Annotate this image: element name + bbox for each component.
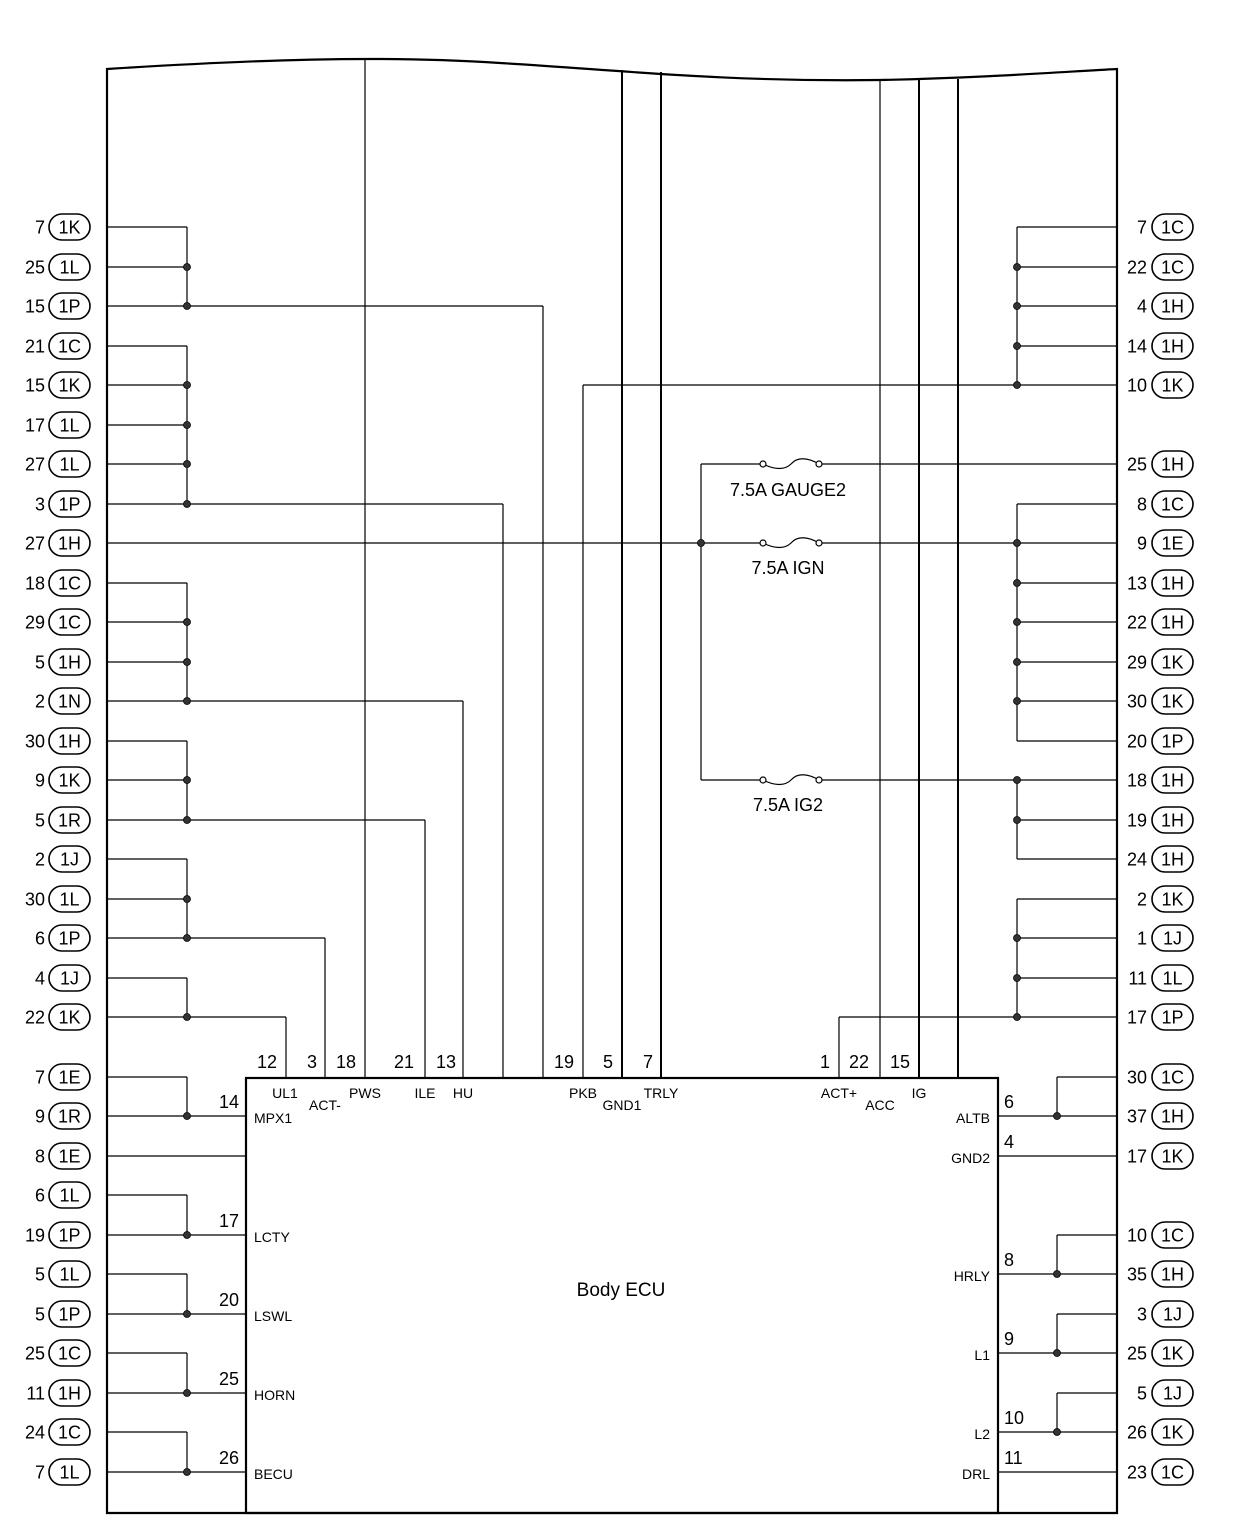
connector-pin-number: 17 (1126, 1146, 1147, 1167)
connector-id: 1L (59, 889, 80, 910)
right-connector (1137, 491, 1193, 517)
connector-id: 1J (1162, 928, 1183, 949)
left-connector (25, 333, 90, 359)
right-connector (1127, 451, 1193, 477)
ecu-terminal-name: MPX1 (254, 1110, 293, 1126)
right-connector (1137, 925, 1193, 951)
right-connector-labels (1127, 214, 1193, 1485)
left-connector (25, 1340, 90, 1366)
connector-pin-number: 27 (24, 533, 45, 554)
ecu-pin-number: 19 (553, 1052, 575, 1072)
right-connector (1127, 649, 1193, 675)
connector-pin-number: 25 (24, 1343, 45, 1364)
connector-id: 1C (1160, 1462, 1185, 1483)
left-connector (35, 1459, 90, 1485)
connector-id: 1K (1161, 652, 1184, 673)
connector-id: 1P (58, 1304, 81, 1325)
right-connector (1127, 807, 1193, 833)
left-connector (35, 925, 90, 951)
connector-id: 1L (59, 257, 80, 278)
left-connector (25, 530, 90, 556)
ecu-pin-number: 5 (602, 1052, 614, 1072)
ecu-terminal-name: LCTY (254, 1229, 290, 1245)
connector-id: 1H (1160, 770, 1185, 791)
connector-pin-number: 5 (34, 652, 45, 673)
ecu-pin-number: 1 (819, 1052, 831, 1072)
left-connector (25, 412, 90, 438)
connector-id: 1K (58, 1007, 81, 1028)
connector-id: 1H (1160, 336, 1185, 357)
connector-pin-number: 15 (24, 296, 45, 317)
ecu-pin-number: 15 (889, 1052, 911, 1072)
left-connector (25, 1419, 90, 1445)
connector-pin-number: 9 (1136, 533, 1147, 554)
left-connector-labels (25, 214, 90, 1485)
connector-pin-number: 8 (1136, 494, 1147, 515)
connector-id: 1P (58, 1225, 81, 1246)
connector-pin-number: 11 (1128, 968, 1147, 989)
connector-id: 1H (1160, 1264, 1185, 1285)
connector-pin-number: 18 (24, 573, 45, 594)
connector-pin-number: 7 (34, 217, 45, 238)
connector-id: 1L (59, 1264, 80, 1285)
left-connector (35, 965, 90, 991)
ecu-terminal-name: UL1 (272, 1085, 298, 1101)
connector-id: 1H (1160, 849, 1185, 870)
connector-id: 1K (58, 375, 81, 396)
connector-pin-number: 29 (24, 612, 45, 633)
connector-id: 1H (57, 652, 82, 673)
ecu-terminal-name: L1 (974, 1347, 990, 1363)
left-connector (35, 1143, 90, 1169)
connector-id: 1L (59, 1462, 80, 1483)
left-connector (35, 1301, 90, 1327)
connector-id: 1C (1160, 257, 1185, 278)
ecu-terminal-name: ALTB (956, 1110, 990, 1126)
right-connector (1127, 1103, 1193, 1129)
connector-pin-number: 9 (34, 770, 45, 791)
connector-pin-number: 22 (1126, 257, 1147, 278)
ecu-pin-number: 22 (848, 1052, 870, 1072)
ecu-terminal-name: ACC (865, 1097, 895, 1113)
ecu-pin-number: 26 (218, 1448, 239, 1468)
ecu-terminal-name: ACT- (309, 1097, 341, 1113)
right-connector (1127, 1222, 1193, 1248)
ecu-pin-number: 4 (1004, 1132, 1015, 1152)
connector-pin-number: 10 (1126, 375, 1147, 396)
connector-pin-number: 30 (1126, 1067, 1147, 1088)
right-connector (1137, 530, 1193, 556)
connector-id: 1L (59, 415, 80, 436)
ecu-pin-number: 7 (642, 1052, 654, 1072)
connector-pin-number: 7 (34, 1067, 45, 1088)
connector-pin-number: 25 (1126, 1343, 1147, 1364)
right-connector (1127, 1459, 1193, 1485)
connector-pin-number: 22 (1126, 612, 1147, 633)
connector-pin-number: 17 (1126, 1007, 1147, 1028)
connector-pin-number: 5 (34, 1304, 45, 1325)
connector-id: 1J (59, 849, 80, 870)
ecu-pin-number: 12 (256, 1052, 278, 1072)
connector-id: 1L (59, 454, 80, 475)
ecu-terminal-name: TRLY (643, 1085, 679, 1101)
connector-id: 1P (58, 928, 81, 949)
connector-pin-number: 17 (24, 415, 45, 436)
left-connector (35, 1261, 90, 1287)
connector-id: 1J (1162, 1304, 1183, 1325)
connector-pin-number: 2 (1136, 889, 1147, 910)
left-connector (35, 1103, 90, 1129)
connector-pin-number: 24 (24, 1422, 45, 1443)
connector-id: 1E (1161, 533, 1184, 554)
connector-pin-number: 5 (34, 1264, 45, 1285)
connector-id: 1C (1160, 1225, 1185, 1246)
ecu-name: Body ECU (576, 1280, 666, 1301)
left-connector (35, 767, 90, 793)
connector-pin-number: 2 (34, 849, 45, 870)
ecu-pin-number: 14 (218, 1092, 239, 1112)
left-connector (35, 491, 90, 517)
right-connector (1128, 965, 1193, 991)
connector-pin-number: 8 (34, 1146, 45, 1167)
left-connector (35, 688, 90, 714)
connector-pin-number: 4 (1136, 296, 1147, 317)
connector-id: 1K (1161, 691, 1184, 712)
connector-pin-number: 6 (34, 1185, 45, 1206)
connector-id: 1H (1160, 810, 1185, 831)
connector-id: 1K (1161, 1422, 1184, 1443)
ecu-pin-number: 11 (1004, 1448, 1023, 1468)
connector-pin-number: 10 (1126, 1225, 1147, 1246)
fuse-ign (751, 538, 824, 578)
left-connector (35, 1064, 90, 1090)
ecu-pin-number: 10 (1004, 1408, 1025, 1428)
left-connector (25, 1004, 90, 1030)
connector-pin-number: 23 (1126, 1462, 1147, 1483)
connector-pin-number: 5 (1136, 1383, 1147, 1404)
ecu-terminal-name: PWS (349, 1085, 381, 1101)
connector-id: 1H (57, 533, 82, 554)
connector-id: 1E (58, 1067, 81, 1088)
connector-id: 1C (1160, 494, 1185, 515)
right-connector (1127, 570, 1193, 596)
right-connector (1137, 293, 1193, 319)
connector-pin-number: 27 (24, 454, 45, 475)
connector-pin-number: 22 (24, 1007, 45, 1028)
left-connector (25, 293, 90, 319)
connector-id: 1H (1160, 612, 1185, 633)
connector-pin-number: 25 (1126, 454, 1147, 475)
right-connector (1127, 1419, 1193, 1445)
connector-id: 1L (59, 1185, 80, 1206)
connector-id: 1H (1160, 296, 1185, 317)
connector-pin-number: 29 (1126, 652, 1147, 673)
right-connector (1127, 1064, 1193, 1090)
ecu-pin-number: 18 (335, 1052, 357, 1072)
connector-id: 1H (57, 1383, 82, 1404)
ecu-terminal-name: HRLY (953, 1268, 990, 1284)
connector-pin-number: 3 (34, 494, 45, 515)
connector-pin-number: 15 (24, 375, 45, 396)
ecu-terminal-name: IG (911, 1085, 927, 1101)
connector-id: 1H (1160, 573, 1185, 594)
connector-pin-number: 37 (1126, 1106, 1147, 1127)
left-connector (35, 214, 90, 240)
connector-pin-number: 1 (1136, 928, 1147, 949)
connector-id: 1C (57, 573, 82, 594)
left-connector (25, 728, 90, 754)
right-connector (1137, 214, 1193, 240)
connector-id: 1K (58, 770, 81, 791)
left-connector (25, 570, 90, 596)
connector-id: 1C (57, 612, 82, 633)
connector-id: 1J (59, 968, 80, 989)
connector-id: 1E (58, 1146, 81, 1167)
right-connector (1127, 846, 1193, 872)
connector-pin-number: 13 (1126, 573, 1147, 594)
right-connector (1127, 1143, 1193, 1169)
left-connector (25, 609, 90, 635)
ecu-terminal-name: GND1 (602, 1097, 642, 1113)
right-connector (1127, 1340, 1193, 1366)
left-connector (25, 1222, 90, 1248)
connector-id: 1K (1161, 1146, 1184, 1167)
right-connector (1137, 1380, 1193, 1406)
connector-pin-number: 6 (34, 928, 45, 949)
connector-pin-number: 9 (34, 1106, 45, 1127)
ecu-pin-number: 9 (1004, 1329, 1015, 1349)
ecu-terminal-name: PKB (568, 1085, 598, 1101)
fuse-gauge2 (730, 459, 846, 500)
connector-pin-number: 30 (24, 889, 45, 910)
right-connector (1127, 688, 1193, 714)
right-connector (1127, 254, 1193, 280)
ecu-pin-number: 21 (393, 1052, 415, 1072)
connector-id: 1C (1160, 217, 1185, 238)
left-connector (26, 1380, 90, 1406)
right-connector (1127, 728, 1193, 754)
ecu-pin-number: 25 (218, 1369, 239, 1389)
ecu-pin-number: 17 (218, 1211, 239, 1231)
connector-id: 1H (1160, 454, 1185, 475)
ecu-terminal-name: HORN (254, 1387, 296, 1403)
ecu-terminal-name: ACT+ (820, 1085, 858, 1101)
connector-id: 1P (58, 494, 81, 515)
ecu-pin-number: 13 (435, 1052, 457, 1072)
connector-pin-number: 20 (1126, 731, 1147, 752)
right-connector (1127, 1004, 1193, 1030)
connector-pin-number: 18 (1126, 770, 1147, 791)
connector-pin-number: 25 (24, 257, 45, 278)
fuse-label: 7.5A GAUGE2 (729, 480, 847, 500)
connector-id: 1K (1161, 375, 1184, 396)
connector-id: 1P (1161, 731, 1184, 752)
connector-pin-number: 3 (1136, 1304, 1147, 1325)
connector-pin-number: 11 (26, 1383, 45, 1404)
right-connector (1127, 609, 1193, 635)
connector-pin-number: 19 (24, 1225, 45, 1246)
connector-id: 1R (57, 810, 82, 831)
connector-pin-number: 19 (1126, 810, 1147, 831)
right-connector (1127, 333, 1193, 359)
ecu-terminal-name: DRL (961, 1466, 990, 1482)
ecu-terminal-name: GND2 (951, 1150, 990, 1166)
right-connector (1137, 886, 1193, 912)
connector-pin-number: 7 (1136, 217, 1147, 238)
connector-id: 1C (1160, 1067, 1185, 1088)
connector-id: 1N (57, 691, 82, 712)
ecu-pin-number: 20 (218, 1290, 239, 1310)
connector-id: 1L (1162, 968, 1183, 989)
fuse-label: 7.5A IGN (751, 558, 825, 578)
connector-pin-number: 21 (24, 336, 45, 357)
fuse-label: 7.5A IG2 (752, 795, 824, 815)
ecu-pin-number: 6 (1004, 1092, 1015, 1112)
connector-id: 1H (1160, 1106, 1185, 1127)
connector-id: 1P (1161, 1007, 1184, 1028)
connector-id: 1C (57, 1343, 82, 1364)
connector-id: 1J (1162, 1383, 1183, 1404)
connector-pin-number: 14 (1126, 336, 1147, 357)
left-connector (25, 451, 90, 477)
connector-id: 1H (57, 731, 82, 752)
connector-pin-number: 7 (34, 1462, 45, 1483)
right-connector (1127, 372, 1193, 398)
connector-pin-number: 24 (1126, 849, 1147, 870)
ecu-pin-labels (219, 1052, 1024, 1482)
ecu-pin-number: 8 (1004, 1250, 1015, 1270)
connector-pin-number: 30 (1126, 691, 1147, 712)
left-connector (25, 372, 90, 398)
connector-pin-number: 5 (34, 810, 45, 831)
right-connector (1127, 767, 1193, 793)
top-feed-wires (365, 58, 958, 1078)
left-connector (35, 1182, 90, 1208)
connector-pin-number: 35 (1126, 1264, 1147, 1285)
ecu-terminal-name: ILE (414, 1085, 436, 1101)
connector-pin-number: 4 (34, 968, 45, 989)
left-connector (25, 886, 90, 912)
left-connector (25, 254, 90, 280)
right-connector (1137, 1301, 1193, 1327)
fuse-ig2 (753, 775, 823, 815)
ecu-terminal-name: LSWL (254, 1308, 293, 1324)
connector-id: 1R (57, 1106, 82, 1127)
connector-pin-number: 30 (24, 731, 45, 752)
connector-pin-number: 26 (1126, 1422, 1147, 1443)
connector-id: 1P (58, 296, 81, 317)
connector-id: 1C (57, 336, 82, 357)
connector-pin-number: 2 (34, 691, 45, 712)
ecu-terminal-name: L2 (974, 1426, 990, 1442)
right-connector (1127, 1261, 1193, 1287)
left-connector (35, 649, 90, 675)
left-connector (35, 846, 90, 872)
connector-id: 1K (1161, 889, 1184, 910)
connector-id: 1K (58, 217, 81, 238)
connector-id: 1C (57, 1422, 82, 1443)
ecu-pin-number: 3 (306, 1052, 318, 1072)
ecu-terminal-name: HU (452, 1085, 474, 1101)
ecu-terminal-name: BECU (254, 1466, 293, 1482)
left-connector (35, 807, 90, 833)
connector-id: 1K (1161, 1343, 1184, 1364)
